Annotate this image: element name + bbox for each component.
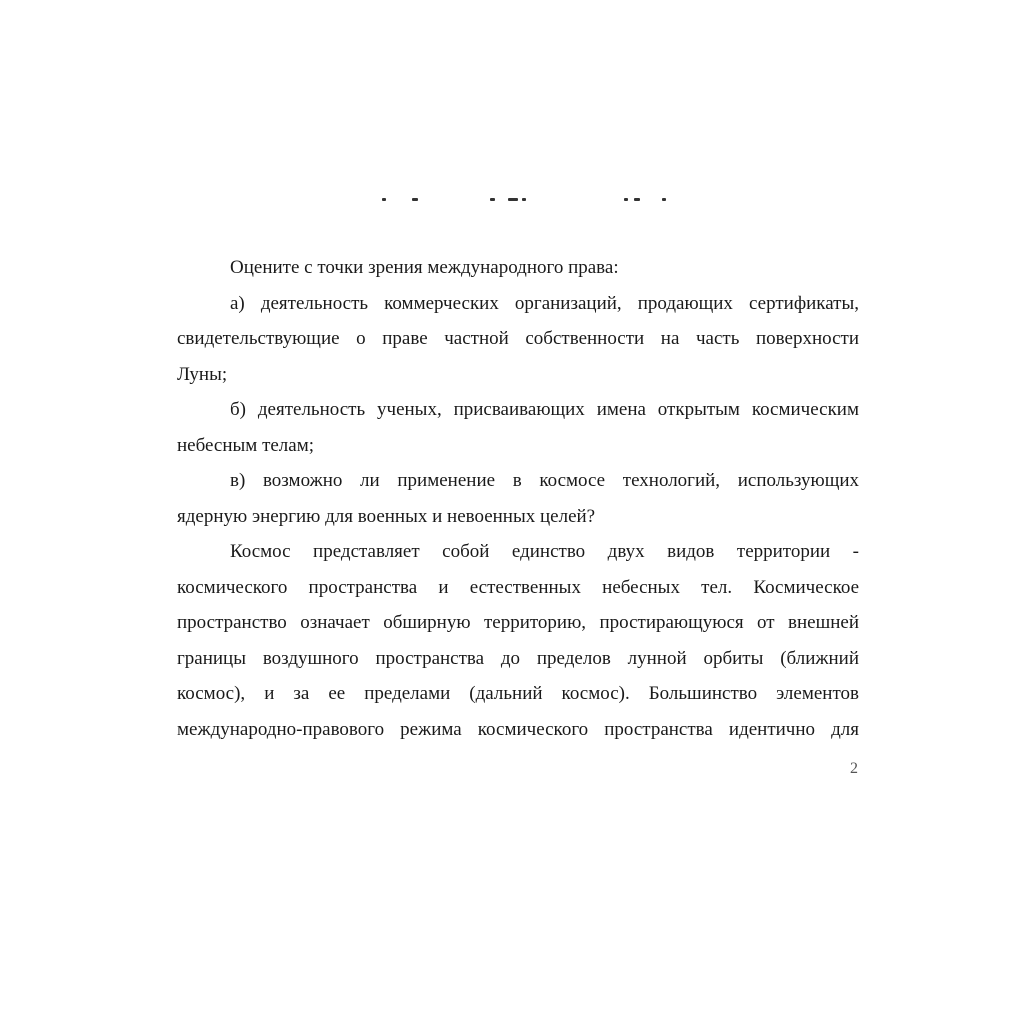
text-line: в) возможно ли применение в космосе технологий, использующих [230, 470, 859, 491]
page-number: 2 [850, 760, 858, 777]
text-line: ядерную энергию для военных и невоенных целей? [177, 505, 596, 527]
text-line: Луны; [177, 363, 228, 385]
text-line: границы воздушного пространства до пределов лунной орбиты (ближний [177, 647, 859, 669]
text-line: космического пространства и естественных небесных тел. Космическое [177, 576, 859, 598]
text-line: б) деятельность ученых, присваивающих имена открытым космическим [230, 399, 859, 420]
document-body [177, 250, 859, 747]
text-line: космос), и за ее пределами (дальний космос). Большинство элементов [177, 683, 859, 704]
text-line: пространство означает обширную территорию, простирающуюся от внешней [177, 612, 859, 633]
text-line: а) деятельность коммерческих организаций, продающих сертификаты, [230, 292, 859, 314]
cropped-heading-remnant [372, 196, 672, 204]
text-line: Оцените с точки зрения международного права: [230, 257, 619, 278]
text-line: Космос представляет собой единство двух видов территории - [230, 541, 859, 562]
text-line: свидетельствующие о праве частной собственности на часть поверхности [177, 328, 859, 349]
text-line: международно-правового режима космического пространства идентично для [177, 718, 859, 740]
text-line: небесным телам; [177, 434, 315, 456]
